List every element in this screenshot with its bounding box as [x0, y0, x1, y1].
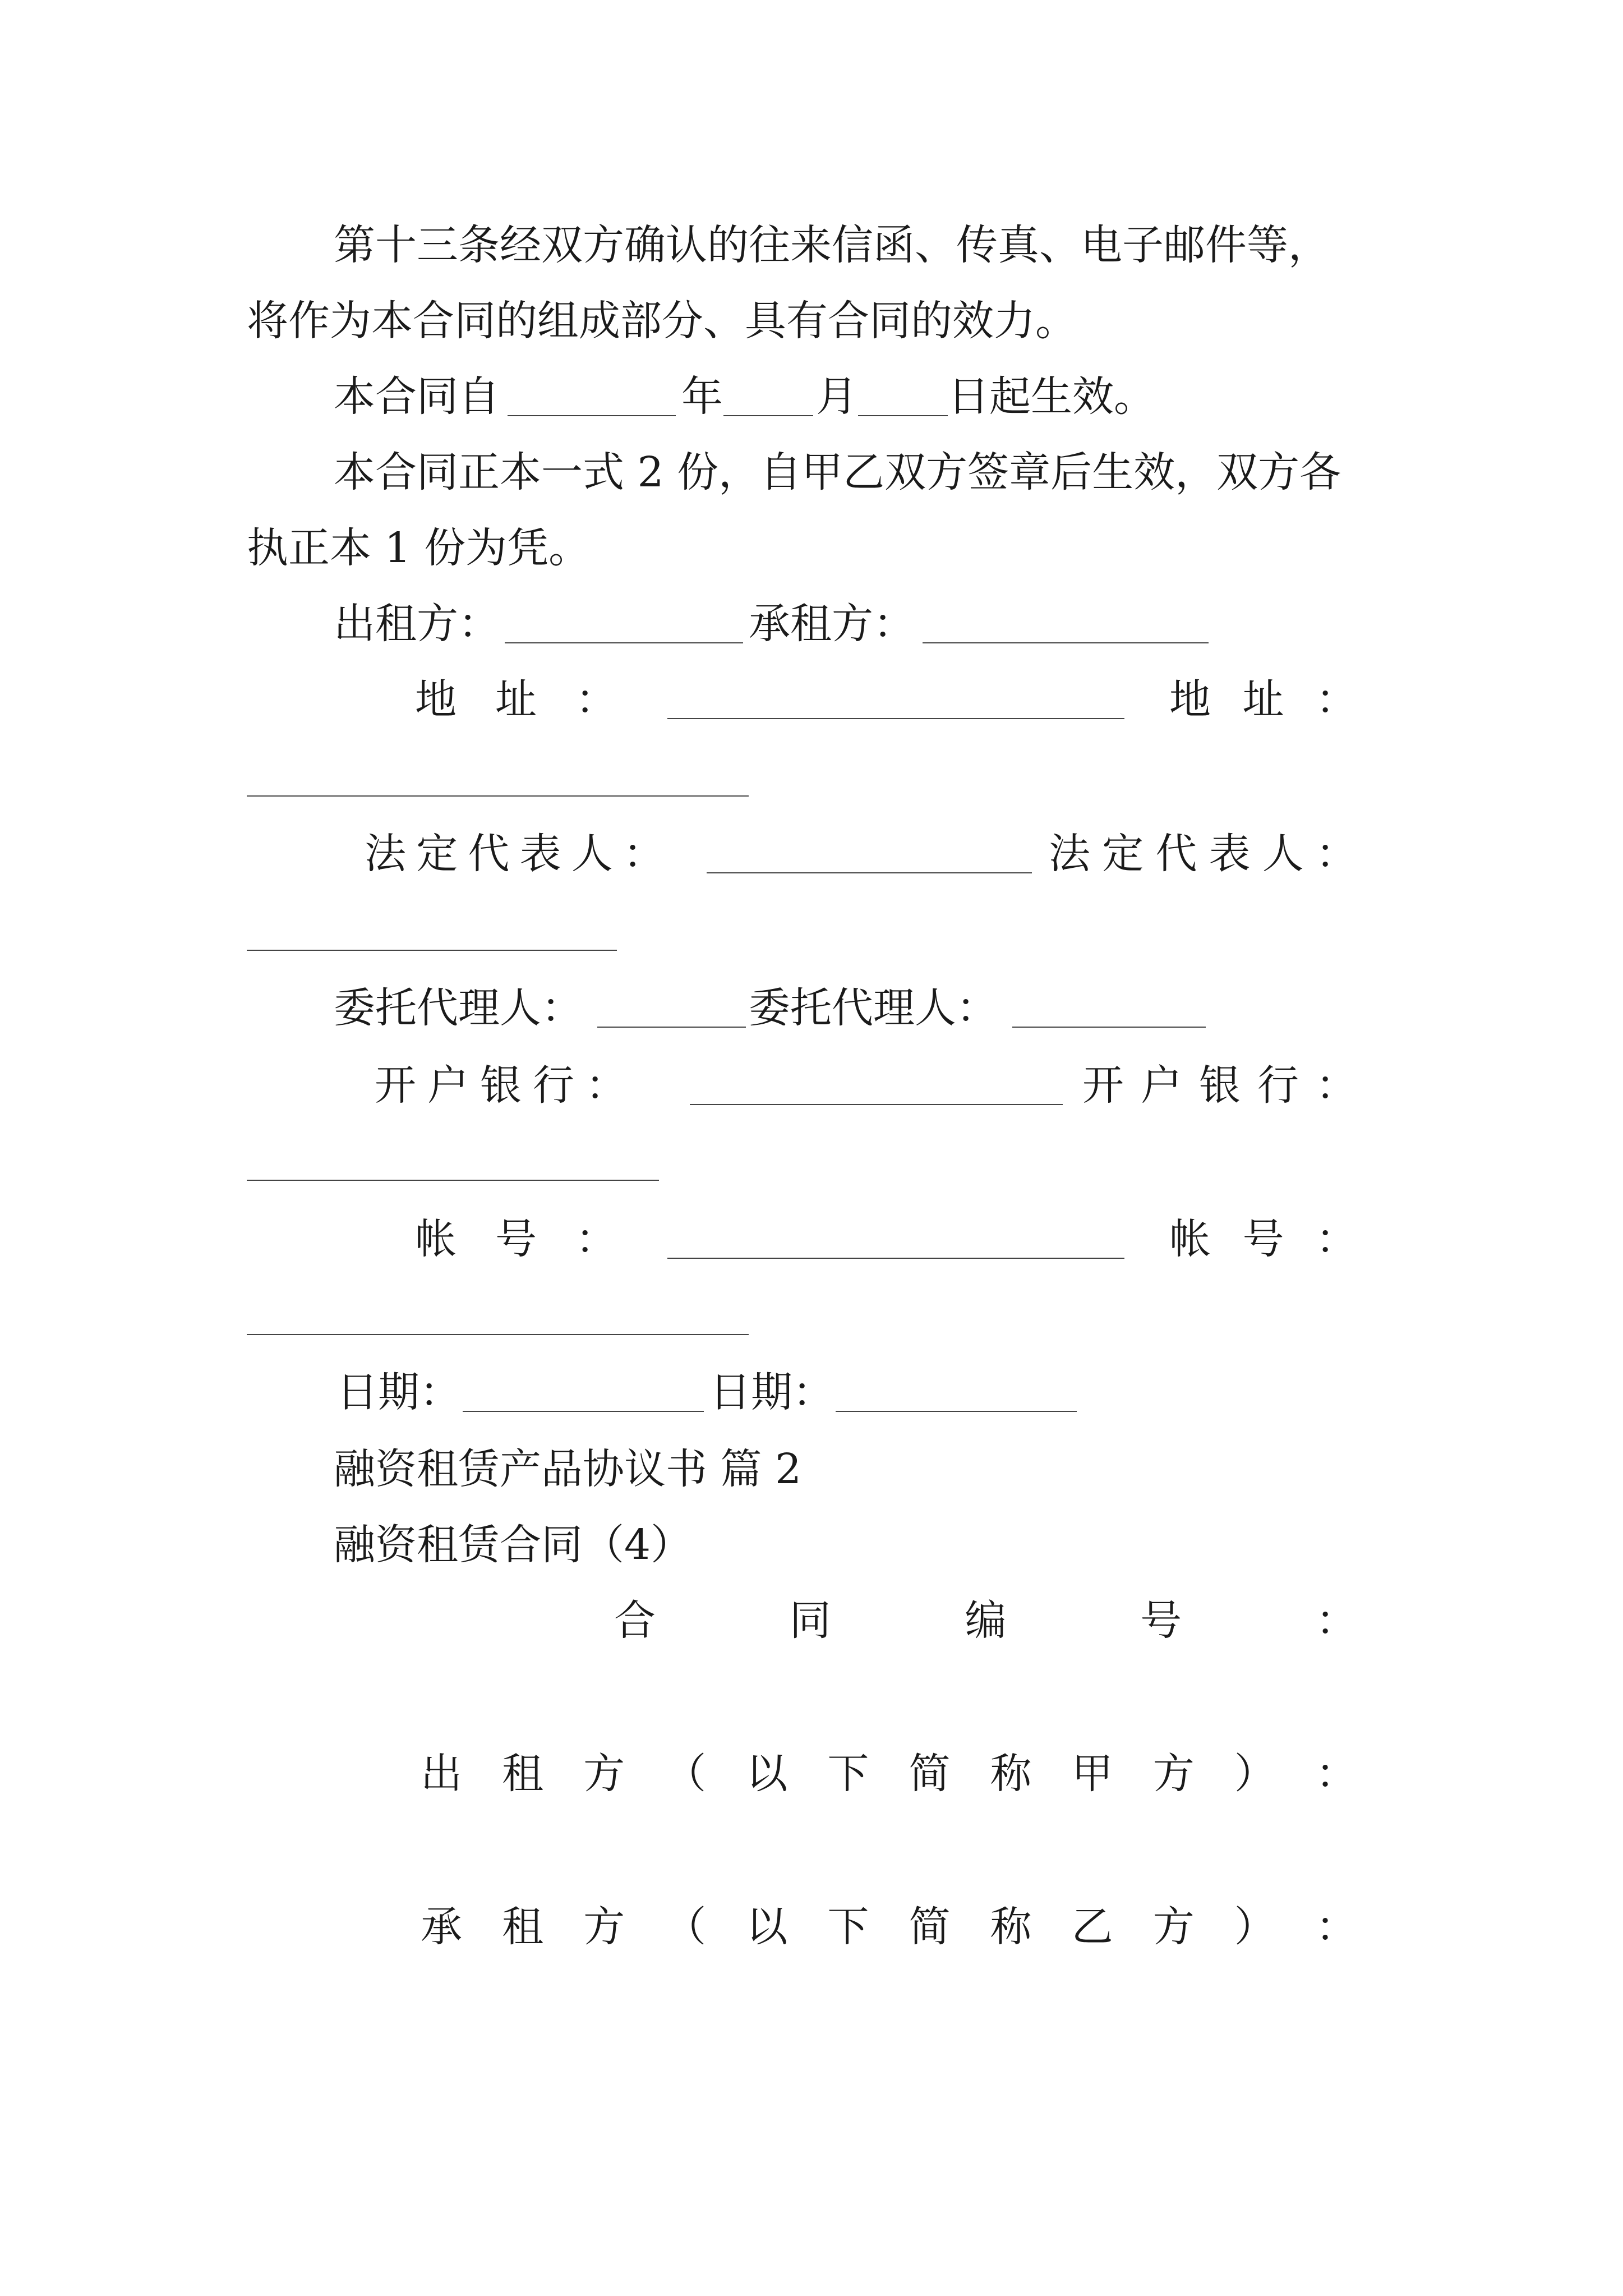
char: 号	[1140, 1596, 1182, 1645]
account-label-right	[1169, 1215, 1357, 1263]
char: ：	[585, 1061, 627, 1110]
char: 法	[1049, 830, 1090, 878]
agent-label-right: 委托代理人：	[749, 984, 998, 1032]
agent-blank-right[interactable]	[1012, 1027, 1206, 1028]
char: 下	[827, 1903, 869, 1951]
part2-heading: 融资租赁产品协议书 篇 2	[334, 1445, 802, 1493]
char: 承	[421, 1903, 462, 1951]
char: 乙	[1071, 1903, 1113, 1951]
char: 银	[1199, 1061, 1241, 1110]
char: 法	[365, 830, 406, 878]
char: 开	[375, 1061, 416, 1110]
lessee-label: 承租方：	[749, 600, 915, 648]
char: 简	[909, 1903, 951, 1951]
lessor-label: 出租方：	[334, 600, 500, 648]
contract-number-label	[614, 1596, 1357, 1645]
char: 帐	[415, 1215, 457, 1263]
char: 址	[1242, 675, 1284, 724]
char: ：	[1316, 1061, 1357, 1110]
char: ：	[1316, 1596, 1357, 1645]
lessor-full-label	[421, 1750, 1357, 1798]
char: 地	[1169, 675, 1211, 724]
address-blank-right[interactable]	[247, 795, 749, 797]
effective-prefix: 本合同自	[334, 372, 500, 421]
copies-line-2: 执正本 1 份为凭。	[247, 524, 591, 572]
char: 编	[965, 1596, 1007, 1645]
char: 下	[827, 1750, 869, 1798]
date-blank-left[interactable]	[463, 1411, 704, 1412]
char: 号	[1242, 1215, 1284, 1263]
account-blank-left[interactable]	[667, 1258, 1124, 1259]
char: 行	[533, 1061, 574, 1110]
char: 甲	[1071, 1750, 1113, 1798]
char: 号	[495, 1215, 537, 1263]
char: 方	[1152, 1750, 1195, 1798]
address-blank-left[interactable]	[667, 718, 1124, 719]
legal-rep-blank-right[interactable]	[247, 950, 617, 951]
char: ：	[575, 675, 617, 724]
char: 地	[415, 675, 457, 724]
char: 以	[746, 1903, 788, 1951]
char: 定	[1102, 830, 1144, 878]
char: 出	[421, 1750, 462, 1798]
char: 址	[495, 675, 537, 724]
char: ：	[1315, 830, 1357, 878]
effective-month-label: 月	[816, 372, 857, 421]
char: ：	[1316, 1215, 1357, 1263]
char: 表	[519, 830, 561, 878]
char: ：	[1316, 675, 1357, 724]
account-blank-right[interactable]	[247, 1334, 749, 1335]
legal-rep-blank-left[interactable]	[707, 872, 1032, 873]
article-13-line-2: 将作为本合同的组成部分、具有合同的效力。	[247, 297, 1077, 345]
agent-blank-left[interactable]	[597, 1027, 746, 1028]
date-blank-right[interactable]	[836, 1411, 1077, 1412]
char: 定	[416, 830, 458, 878]
char: 称	[990, 1750, 1032, 1798]
char: 表	[1209, 830, 1251, 878]
lessor-blank[interactable]	[505, 642, 743, 643]
char: ）	[1234, 1903, 1276, 1951]
char: ：	[575, 1215, 617, 1263]
effective-year-label: 年	[681, 372, 723, 421]
effective-year-blank[interactable]	[508, 415, 676, 416]
address-label-left	[415, 675, 617, 724]
legal-rep-label-right	[1049, 830, 1357, 878]
char: ：	[1315, 1750, 1357, 1798]
part2-subheading: 融资租赁合同（4）	[334, 1521, 693, 1569]
address-label-right	[1169, 675, 1357, 724]
char: 方	[583, 1750, 625, 1798]
char: 同	[789, 1596, 831, 1645]
bank-label-left	[375, 1061, 627, 1110]
char: 简	[909, 1750, 951, 1798]
char: 行	[1257, 1061, 1299, 1110]
char: 人	[571, 830, 613, 878]
char: 人	[1262, 830, 1304, 878]
char: 方	[1152, 1903, 1195, 1951]
legal-rep-label-left	[365, 830, 665, 878]
char: 户	[427, 1061, 469, 1110]
char: 合	[614, 1596, 656, 1645]
char: ）	[1234, 1750, 1276, 1798]
char: 以	[746, 1750, 788, 1798]
char: ：	[623, 830, 665, 878]
char: 代	[468, 830, 510, 878]
char: 租	[502, 1750, 544, 1798]
char: 租	[502, 1903, 544, 1951]
char: （	[665, 1750, 707, 1798]
copies-line-1: 本合同正本一式 2 份，自甲乙双方签章后生效，双方各	[334, 448, 1341, 496]
char: 银	[480, 1061, 522, 1110]
char: 帐	[1169, 1215, 1211, 1263]
agent-label-left: 委托代理人：	[334, 984, 583, 1032]
char: 代	[1155, 830, 1197, 878]
date-label-right: 日期：	[709, 1368, 834, 1416]
lessee-blank[interactable]	[923, 642, 1209, 643]
effective-suffix: 日起生效。	[948, 372, 1155, 421]
char: 方	[583, 1903, 625, 1951]
bank-label-right	[1082, 1061, 1357, 1110]
char: （	[665, 1903, 707, 1951]
char: ：	[1315, 1903, 1357, 1951]
char: 开	[1082, 1061, 1124, 1110]
char: 称	[990, 1903, 1032, 1951]
effective-month-blank[interactable]	[723, 415, 813, 416]
bank-blank-right[interactable]	[247, 1180, 659, 1181]
article-13-line-1: 第十三条经双方确认的往来信函、传真、电子邮件等，	[334, 221, 1330, 269]
lessee-full-label	[421, 1903, 1357, 1951]
account-label-left	[415, 1215, 617, 1263]
effective-day-blank[interactable]	[858, 415, 948, 416]
char: 户	[1141, 1061, 1182, 1110]
bank-blank-left[interactable]	[690, 1104, 1063, 1105]
date-label-left: 日期：	[336, 1368, 461, 1416]
